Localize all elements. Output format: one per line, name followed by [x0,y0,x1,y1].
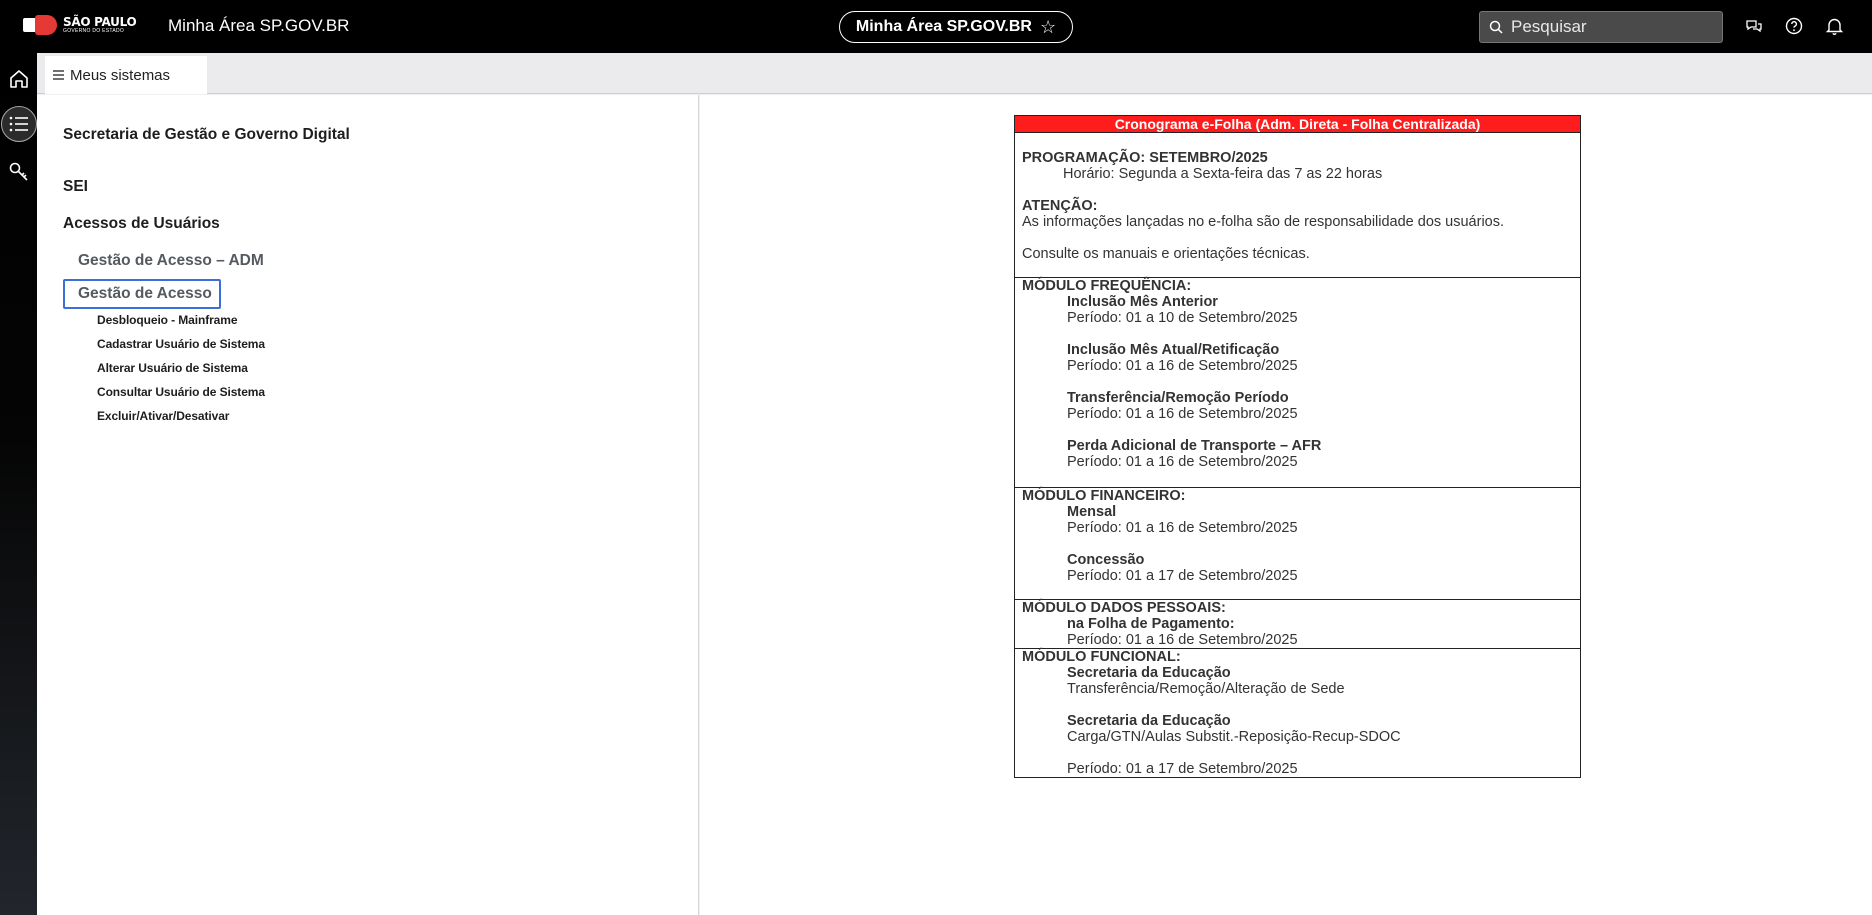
home-button[interactable] [0,59,37,99]
app-title[interactable]: Minha Área SP.GOV.BR [168,16,350,35]
frequencia-item-name: Inclusão Mês Atual/Retificação [1067,342,1280,358]
list-icon [9,116,29,132]
financeiro-title: MÓDULO FINANCEIRO: [1022,488,1186,504]
nav-subitem-alterar[interactable]: Alterar Usuário de Sistema [97,361,248,375]
funcional-section [1015,649,1580,778]
top-bar [0,0,1872,53]
bell-icon[interactable] [1824,16,1844,36]
cronograma-panel [1014,115,1581,778]
frequencia-section [1015,278,1580,488]
menu-icon [53,70,64,80]
home-icon [8,68,30,90]
dados-item-periodo: Período: 01 a 16 de Setembro/2025 [1067,632,1298,648]
search-input[interactable] [1511,17,1711,37]
frequencia-title: MÓDULO FREQUÊNCIA: [1022,278,1192,294]
funcional-title: MÓDULO FUNCIONAL: [1022,649,1181,665]
atencao-text: As informações lançadas no e-folha são de responsabilidade dos usuários. [1022,214,1505,230]
nav-subitem-desbloqueio[interactable]: Desbloqueio - Mainframe [97,313,238,327]
financeiro-section [1015,488,1580,600]
funcional-periodo: Período: 01 a 17 de Setembro/2025 [1067,761,1298,777]
search-icon [1489,20,1503,34]
center-title: Minha Área SP.GOV.BR [855,18,1032,35]
dados-item-name: na Folha de Pagamento: [1067,616,1235,632]
funcional-item-desc: Transferência/Remoção/Alteração de Sede [1067,681,1345,697]
funcional-item-desc: Carga/GTN/Aulas Substit.-Reposição-Recup-SDOC [1067,729,1401,745]
nav-org-title: Secretaria de Gestão e Governo Digital [63,126,350,143]
frequencia-item-name: Perda Adicional de Transporte – AFR [1067,438,1322,454]
nav-subitem-consultar[interactable]: Consultar Usuário de Sistema [97,385,265,399]
star-icon: ☆ [1039,17,1057,37]
tab-meus-sistemas[interactable] [45,56,207,94]
systems-nav [37,95,699,915]
nav-item-sei[interactable]: SEI [63,178,88,195]
main-content [700,95,1872,915]
funcional-item-name: Secretaria da Educação [1067,713,1231,729]
favorite-page-button[interactable] [839,11,1073,43]
programacao-section [1015,133,1580,278]
nav-item-acessos[interactable]: Acessos de Usuários [63,215,220,232]
chat-icon[interactable] [1744,16,1764,36]
funcional-item-name: Secretaria da Educação [1067,665,1231,681]
search-box[interactable] [1479,11,1723,43]
sp-logo-mark [23,14,59,36]
financeiro-item-name: Concessão [1067,552,1145,568]
frequencia-item-periodo: Período: 01 a 16 de Setembro/2025 [1067,358,1298,374]
atencao-title: ATENÇÃO: [1022,198,1098,214]
logo-line1: SÃO PAULO [63,15,137,29]
tab-label: Meus sistemas [70,66,171,84]
dados-pessoais-section [1015,600,1580,649]
help-icon[interactable] [1784,16,1804,36]
consulte-text: Consulte os manuais e orientações técnicas. [1022,246,1310,262]
nav-item-gestao-adm[interactable]: Gestão de Acesso – ADM [78,252,264,269]
left-rail [0,53,37,915]
programacao-title: PROGRAMAÇÃO: SETEMBRO/2025 [1022,150,1268,166]
financeiro-item-name: Mensal [1067,504,1117,520]
key-icon [8,161,30,183]
sp-logo[interactable] [23,14,136,36]
nav-subitem-cadastrar[interactable]: Cadastrar Usuário de Sistema [97,337,265,351]
systems-button[interactable] [0,104,37,144]
financeiro-item-periodo: Período: 01 a 16 de Setembro/2025 [1067,520,1298,536]
frequencia-item-name: Transferência/Remoção Período [1067,390,1289,406]
frequencia-item-name: Inclusão Mês Anterior [1067,294,1218,310]
access-button[interactable] [0,152,37,192]
panel-title: Cronograma e-Folha (Adm. Direta - Folha Centralizada) [1015,116,1580,133]
nav-item-gestao-acesso[interactable]: Gestão de Acesso [63,279,221,309]
frequencia-item-periodo: Período: 01 a 16 de Setembro/2025 [1067,406,1298,422]
frequencia-item-periodo: Período: 01 a 10 de Setembro/2025 [1067,310,1298,326]
tab-bar [37,53,1872,94]
frequencia-item-periodo: Período: 01 a 16 de Setembro/2025 [1067,454,1298,470]
nav-subitem-excluir[interactable]: Excluir/Ativar/Desativar [97,409,230,423]
financeiro-item-periodo: Período: 01 a 17 de Setembro/2025 [1067,568,1298,584]
logo-line2: GOVERNO DO ESTADO [63,28,125,34]
horario-text: Horário: Segunda a Sexta-feira das 7 as 22 horas [1063,166,1383,182]
dados-title: MÓDULO DADOS PESSOAIS: [1022,600,1226,616]
